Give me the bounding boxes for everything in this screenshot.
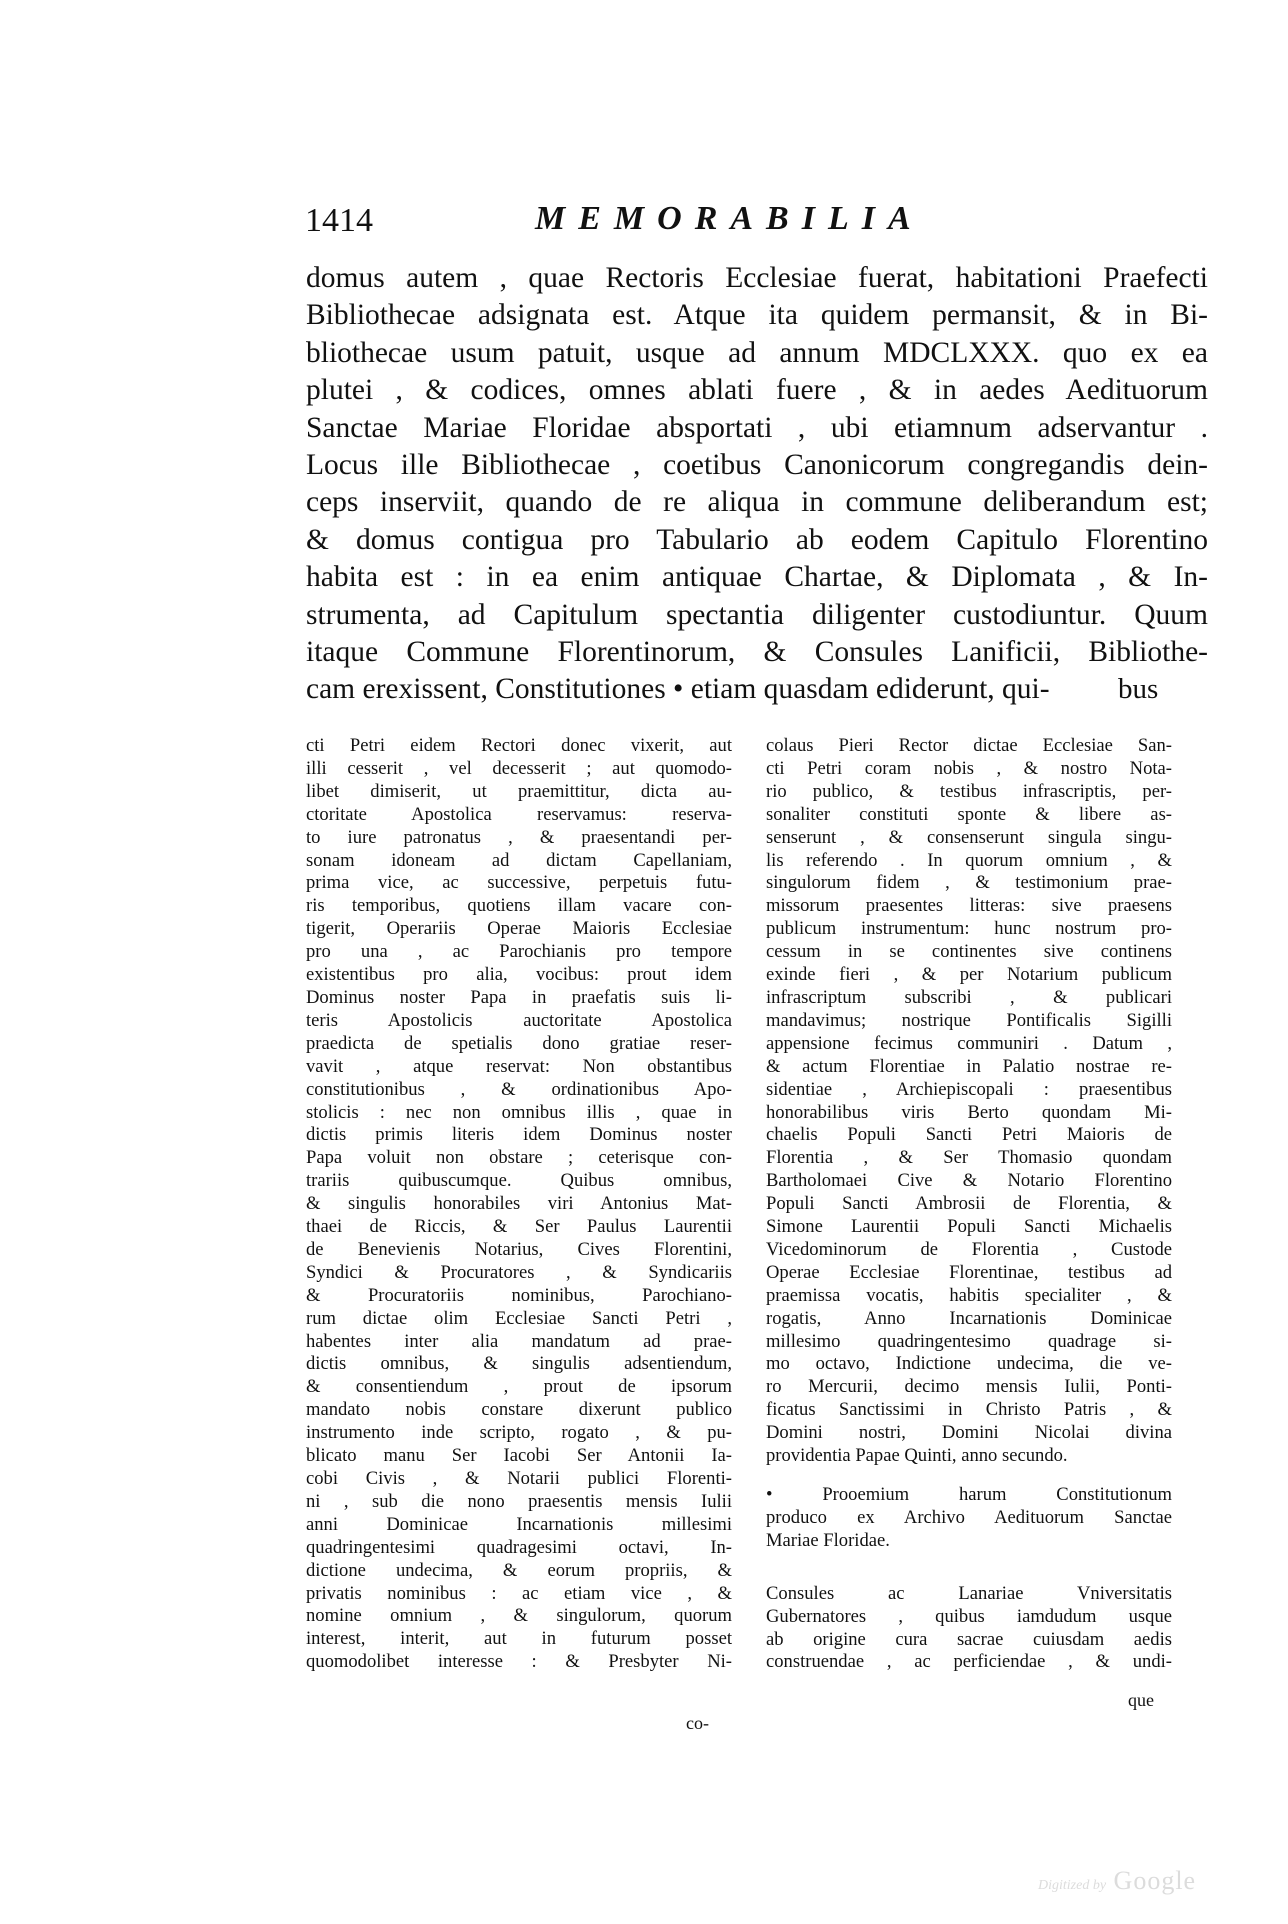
note-line: Florentia , & Ser Thomasio quondam (766, 1147, 1172, 1169)
note-line: & consentiendum , prout de ipsorum (306, 1376, 732, 1398)
note-line: interest, interit, aut in futurum posset (306, 1628, 732, 1650)
note-line: Vicedominorum de Florentia , Custode (766, 1238, 1172, 1260)
main-line: habita est : in ea enim antiquae Chartae, & Diplomata , & In- (306, 561, 1208, 594)
note-line: Domini nostri, Domini Nicolai divina (766, 1422, 1172, 1444)
note-spacer (766, 1468, 1172, 1484)
main-line: strumenta, ad Capitulum spectantia diligenter custodiuntur. Quum (306, 598, 1208, 631)
note-line: ficatus Sanctissimi in Christo Patris , & (766, 1399, 1172, 1421)
note-line: trariis quibuscumque. Quibus omnibus, (306, 1170, 732, 1192)
note-line: sonam idoneam ad dictam Capellaniam, (306, 849, 732, 871)
note-line: existentibus pro alia, vocibus: prout idem (306, 964, 732, 986)
note-line: privatis nominibus : ac etiam vice , & (306, 1582, 732, 1604)
note-line: honorabilibus viris Berto quondam Mi- (766, 1101, 1172, 1123)
note-line: providentia Papae Quinti, anno secundo. (766, 1445, 1068, 1467)
note-line: missorum praesentes litteras: sive praesens (766, 895, 1172, 917)
note-line: Populi Sancti Ambrosii de Florentia, & (766, 1193, 1172, 1215)
note-line: cti Petri coram nobis , & nostro Nota- (766, 757, 1172, 779)
main-line: & domus contigua pro Tabulario ab eodem Capitulo Florentino (306, 523, 1208, 556)
footnote-line: produco ex Archivo Aedituorum Sanctae (766, 1506, 1172, 1528)
page-header (305, 200, 965, 248)
note-line: publicum instrumentum: hunc nostrum pro- (766, 918, 1172, 940)
main-line: Sanctae Mariae Floridae absportati , ubi etiamnum adservantur . (306, 411, 1208, 444)
note-line: cessum in se continentes sive continens (766, 941, 1172, 963)
note-line: rogatis, Anno Incarnationis Dominicae (766, 1307, 1172, 1329)
note-line: teris Apostolicis auctoritate Apostolica (306, 1009, 732, 1031)
note-line: millesimo quadringentesimo quadrage si- (766, 1330, 1172, 1352)
footnote (766, 1484, 1172, 1553)
main-line: cam erexissent, Constitutiones • etiam quasdam ediderunt, qui- (306, 673, 1050, 706)
note-line: habentes inter alia mandatum ad prae- (306, 1330, 732, 1352)
note-line: colaus Pieri Rector dictae Ecclesiae San- (766, 735, 1172, 756)
main-catchword: bus (1118, 673, 1159, 705)
note-line: thaei de Riccis, & Ser Paulus Laurentii (306, 1216, 732, 1238)
note-spacer (766, 1553, 1172, 1583)
note-line: sonaliter constituti sponte & libere as- (766, 803, 1172, 825)
note-line: ab origine cura sacrae cuiusdam aedis (766, 1628, 1172, 1650)
note-line: senserunt , & consenserunt singula singu- (766, 826, 1172, 848)
main-line: domus autem , quae Rectoris Ecclesiae fuerat, habitationi Praefecti (306, 262, 1208, 294)
consules-paragraph (766, 1583, 1172, 1675)
note-line: Operae Ecclesiae Florentinae, testibus ad (766, 1261, 1172, 1283)
note-line: singulorum fidem , & testimonium prae- (766, 872, 1172, 894)
note-line: quomodolibet interesse : & Presbyter Ni- (306, 1651, 732, 1673)
note-line: chaelis Populi Sancti Petri Maioris de (766, 1124, 1172, 1146)
main-line: Bibliothecae adsignata est. Atque ita quidem permansit, & in Bi- (306, 299, 1208, 332)
note-line: quadringentesimi quadragesimi octavi, In- (306, 1536, 732, 1558)
footnote-line: Mariae Floridae. (766, 1529, 890, 1551)
note-line: blicato manu Ser Iacobi Ser Antonii Ia- (306, 1445, 732, 1467)
note-line: mandavimus; nostrique Pontificalis Sigilli (766, 1009, 1172, 1031)
note-line: instrumento inde scripto, rogato , & pu- (306, 1422, 732, 1444)
note-line: Syndici & Procuratores , & Syndicariis (306, 1261, 732, 1283)
note-line: cobi Civis , & Notarii publici Florenti- (306, 1468, 732, 1489)
notes-right-column (766, 735, 1172, 1674)
note-line: ctoritate Apostolica reservamus: reserva- (306, 803, 732, 825)
notes-left-column (306, 735, 732, 1674)
notes-left-catchword: co- (686, 1713, 709, 1733)
note-line: cti Petri eidem Rectori donec vixerit, aut (306, 735, 732, 756)
main-text (306, 260, 1208, 709)
note-line: construendae , ac perficiendae , & undi- (766, 1651, 1172, 1673)
note-line: ris temporibus, quotiens illam vacare con- (306, 895, 732, 917)
main-line: plutei , & codices, omnes ablati fuere , & in aedes Aedituorum (306, 374, 1208, 407)
note-line: infrascriptum subscribi , & publicari (766, 986, 1172, 1008)
note-line: mandato nobis constare dixerunt publico (306, 1399, 732, 1421)
note-line: Simone Laurentii Populi Sancti Michaelis (766, 1216, 1172, 1238)
main-line: Locus ille Bibliothecae , coetibus Canonicorum congregandis dein- (306, 449, 1208, 482)
note-line: Consules ac Lanariae Vniversitatis (766, 1582, 1172, 1604)
note-line: illi cesserit , vel decesserit ; aut quomodo- (306, 757, 732, 779)
digitization-watermark (1038, 1866, 1196, 1896)
note-line: constitutionibus , & ordinationibus Apo- (306, 1078, 732, 1100)
note-line: vavit , atque reservat: Non obstantibus (306, 1055, 732, 1077)
note-line: ni , sub die nono praesentis mensis Iulii (306, 1490, 732, 1512)
note-line: prima vice, ac successive, perpetuis futu- (306, 872, 732, 894)
note-line: dictis omnibus, & singulis adsentiendum, (306, 1353, 732, 1375)
main-line: itaque Commune Florentinorum, & Consules Lanificii, Bibliothe- (306, 636, 1208, 669)
note-line: rio publico, & testibus infrascriptis, per- (766, 780, 1172, 802)
note-line: appensione fecimus communiri . Datum , (766, 1032, 1172, 1054)
note-line: tigerit, Operariis Operae Maioris Ecclesiae (306, 918, 732, 940)
note-line: exinde fieri , & per Notarium publicum (766, 964, 1172, 986)
note-line: rum dictae olim Ecclesiae Sancti Petri , (306, 1307, 732, 1329)
page-number: 1414 (305, 202, 373, 239)
note-line: anni Dominicae Incarnationis millesimi (306, 1513, 732, 1535)
running-head: MEMORABILIA (535, 200, 924, 237)
note-line: ro Mercurii, decimo mensis Iulii, Ponti- (766, 1376, 1172, 1398)
note-line: & Procuratoriis nominibus, Parochiano- (306, 1284, 732, 1306)
note-line: Gubernatores , quibus iamdudum usque (766, 1605, 1172, 1627)
note-line: to iure patronatus , & praesentandi per- (306, 826, 732, 848)
note-line: sidentiae , Archiepiscopali : praesentibus (766, 1078, 1172, 1100)
note-line: Papa voluit non obstare ; ceterisque con- (306, 1147, 732, 1169)
note-line: pro una , ac Parochianis pro tempore (306, 941, 732, 963)
note-line: praemissa vocatis, habitis specialiter , & (766, 1284, 1172, 1306)
note-line: lis referendo . In quorum omnium , & (766, 849, 1172, 871)
note-line: Dominus noster Papa in praefatis suis li- (306, 986, 732, 1008)
watermark-brand: Google (1113, 1866, 1197, 1895)
footnote-line: • Prooemium harum Constitutionum (766, 1484, 1172, 1505)
note-line: dictis primis literis idem Dominus noster (306, 1124, 732, 1146)
note-line: nomine omnium , & singulorum, quorum (306, 1605, 732, 1627)
note-line: & singulis honorabiles viri Antonius Mat- (306, 1193, 732, 1215)
note-line: Bartholomaei Cive & Notario Florentino (766, 1170, 1172, 1192)
note-line: mo octavo, Indictione undecima, die ve- (766, 1353, 1172, 1375)
watermark-prefix: Digitized by (1038, 1878, 1107, 1893)
notes-right-catchword: que (1128, 1690, 1154, 1710)
note-line: praedicta de spetialis dono gratiae reser- (306, 1032, 732, 1054)
main-line: ceps inserviit, quando de re aliqua in commune deliberandum est; (306, 486, 1208, 519)
main-line: bliothecae usum patuit, usque ad annum MDCLXXX. quo ex ea (306, 336, 1208, 369)
note-line: & actum Florentiae in Palatio nostrae re- (766, 1055, 1172, 1077)
note-line: dictione undecima, & eorum propriis, & (306, 1559, 732, 1581)
note-line: stolicis : nec non omnibus illis , quae in (306, 1101, 732, 1123)
note-line: de Benevienis Notarius, Cives Florentini, (306, 1238, 732, 1260)
note-line: libet dimiserit, ut praemittitur, dicta au- (306, 780, 732, 802)
